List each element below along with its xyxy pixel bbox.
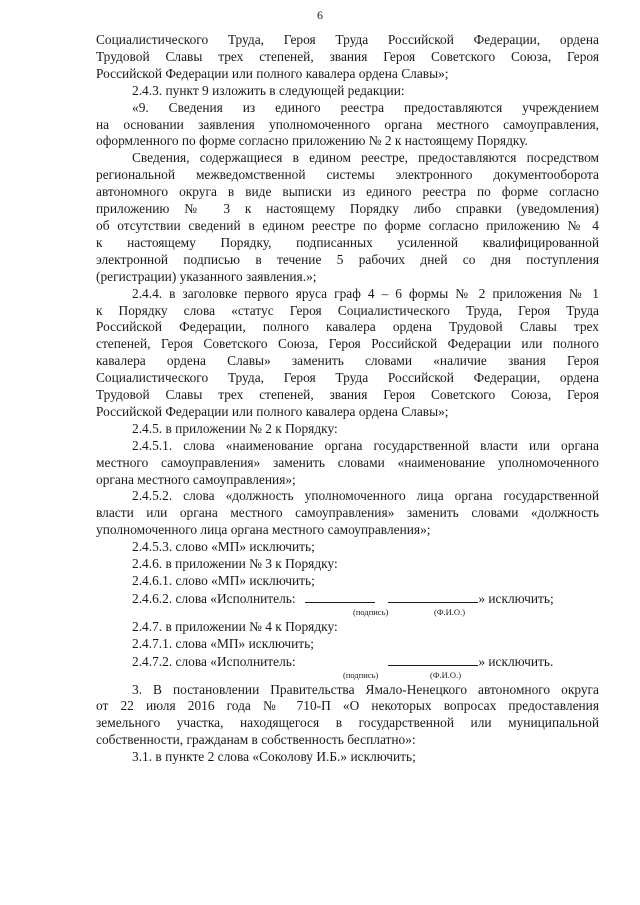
text-line: к Порядку слова «статус Героя Социалистического Труда, Героя Труда xyxy=(96,302,599,318)
blank-suffix: » исключить. xyxy=(478,653,554,669)
text-line: Сведения, содержащиеся в едином реестре, предоставляются посредством xyxy=(132,150,599,166)
name-underline xyxy=(388,653,478,666)
text-line: 3. В постановлении Правительства Ямало-Ненецкого автономного округа xyxy=(132,681,599,697)
signature-underline xyxy=(305,590,375,603)
text-line: электронной подписью в течение 5 рабочих дней со дня поступления xyxy=(96,251,599,267)
blank-prefix: 2.4.7.2. слова «Исполнитель: xyxy=(132,653,296,669)
text-line: к настоящему Порядку, подписанных усиленной квалифицированной xyxy=(96,234,599,250)
blank-captions-annex-3 xyxy=(96,608,599,619)
text-line: Социалистического Труда, Героя Труда Российской Федерации, ордена xyxy=(96,370,599,386)
text-line: органа местного самоуправления»; xyxy=(96,471,296,487)
caption-name: (Ф.И.О.) xyxy=(430,669,462,680)
text-line: оформленного по форме согласно приложению № 2 к настоящему Порядку. xyxy=(96,133,528,149)
text-line: 2.4.6.1. слово «МП» исключить; xyxy=(132,573,315,588)
caption-name: (Ф.И.О.) xyxy=(434,606,466,617)
text-line: собственности, гражданам в собственность бесплатно»: xyxy=(96,732,416,748)
executor-blank-annex-4 xyxy=(96,653,599,671)
text-line: власти или органа местного самоуправления» заменить словами «должность xyxy=(96,505,599,521)
text-line: Российской Федерации, полного кавалера ордена Трудовой Славы трех xyxy=(96,319,599,335)
paragraphs-block-3 xyxy=(96,682,599,767)
text-line: Российской Федерации или полного кавалера ордена Славы»; xyxy=(96,403,449,419)
text-line: 2.4.6. в приложении № 3 к Порядку: xyxy=(132,556,338,572)
name-underline xyxy=(388,590,478,603)
caption-signature: (подпись) xyxy=(343,669,379,680)
text-line: 2.4.5. в приложении № 2 к Порядку: xyxy=(132,420,338,436)
text-line: Российской Федерации или полного кавалера ордена Славы»; xyxy=(96,65,449,81)
text-line: земельного участка, находящегося в государственной или муниципальной xyxy=(96,715,599,731)
page-number: 6 xyxy=(317,8,323,22)
text-line: степеней, Героя Советского Союза, Героя Российской Федерации или полного xyxy=(96,336,599,352)
signature-underline xyxy=(305,653,375,666)
text-line: 2.4.7.1. слова «МП» исключить; xyxy=(132,635,314,651)
text-line: об отсутствии сведений в едином реестре по форме согласно приложению № 4 xyxy=(96,217,599,233)
paragraphs-block-1 xyxy=(96,32,599,590)
text-line: Трудовой Славы трех степеней, звания Героя Советского Союза, Героя xyxy=(96,48,599,64)
text-line: местного самоуправления» заменить словами «наименование уполномоченного xyxy=(96,454,599,470)
text-line: уполномоченного лица органа местного самоуправления»; xyxy=(96,522,431,538)
text-line: 2.4.7. в приложении № 4 к Порядку: xyxy=(132,618,338,634)
text-line: Трудовой Славы трех степеней, звания Героя Советского Союза, Героя xyxy=(96,387,599,403)
blank-suffix: » исключить; xyxy=(478,590,554,606)
text-line: 2.4.5.2. слова «должность уполномоченного лица органа государственной xyxy=(132,488,599,504)
blank-captions-annex-4 xyxy=(96,671,599,682)
blank-prefix: 2.4.6.2. слова «Исполнитель: xyxy=(132,590,296,606)
text-line: приложению № 3 к настоящему Порядку либо справки (уведомления) xyxy=(96,201,599,217)
text-line: «9. Сведения из единого реестра предоставляются учреждением xyxy=(132,99,599,115)
text-line: 2.4.4. в заголовке первого яруса граф 4 – 6 формы № 2 приложения № 1 xyxy=(132,285,599,301)
text-line: от 22 июля 2016 года № 710-П «О некоторых вопросах предоставления xyxy=(96,698,599,714)
text-line: кавалера ордена Славы» заменить словами «наличие звания Героя xyxy=(96,353,599,369)
caption-signature: (подпись) xyxy=(353,606,389,617)
text-line: (регистрации) указанного заявления.»; xyxy=(96,268,317,284)
text-line: региональной межведомственной системы электронного документооборота xyxy=(96,167,599,183)
text-line: автономного округа в виде выписки из единого реестра по форме согласно xyxy=(96,184,599,200)
text-line: на основании заявления уполномоченного органа местного самоуправления, xyxy=(96,116,599,132)
text-line: 2.4.5.3. слово «МП» исключить; xyxy=(132,539,315,555)
executor-blank-annex-3 xyxy=(96,590,599,608)
text-line: 2.4.3. пункт 9 изложить в следующей редакции: xyxy=(132,82,405,98)
text-line: Социалистического Труда, Героя Труда Российской Федерации, ордена xyxy=(96,32,599,47)
text-line: 3.1. в пункте 2 слова «Соколову И.Б.» исключить; xyxy=(132,749,416,765)
document-body xyxy=(96,32,599,766)
text-line: 2.4.5.1. слова «наименование органа государственной власти или органа xyxy=(132,437,599,453)
paragraphs-block-2 xyxy=(96,619,599,653)
